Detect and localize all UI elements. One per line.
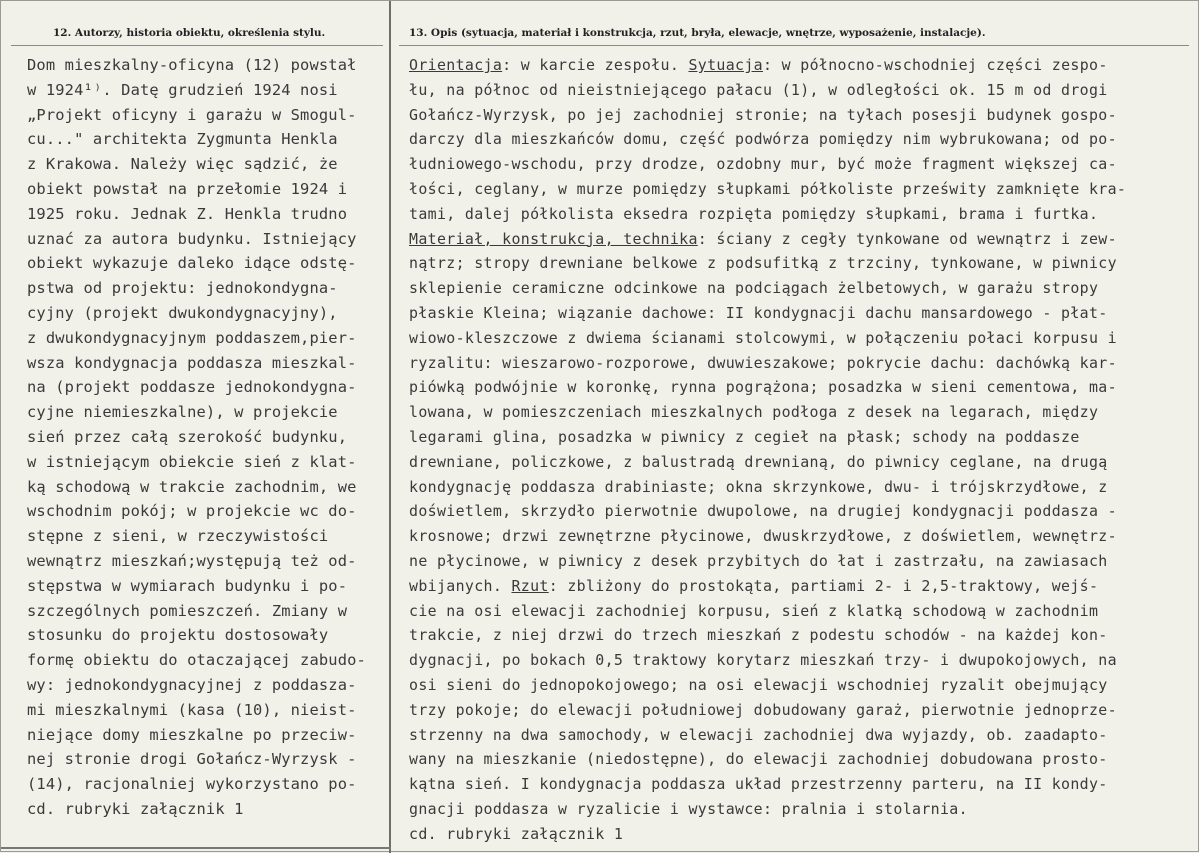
text-line: szczególnych pomieszczeń. Zmiany w	[27, 601, 348, 620]
text-segment: drewniane, policzkowe, z balustradą drewnianą, do piwnicy ceglane, na drugą	[409, 452, 1108, 471]
text-line	[409, 698, 1126, 723]
underlined-heading: Sytuacja	[688, 56, 763, 74]
text-segment: ne płycinowe, w piwnicy z desek przybitych do łat i zastrzału, na zawiasach	[409, 551, 1108, 570]
text-line	[409, 648, 1126, 673]
text-line	[409, 499, 1126, 524]
text-segment: wbijanych.	[409, 576, 512, 595]
text-line	[409, 623, 1126, 648]
text-line	[409, 425, 1126, 450]
text-segment: osi sieni do jednopokojowego; na osi elewacji wschodniej ryzalit obejmujący	[409, 675, 1108, 694]
text-line	[409, 301, 1126, 326]
text-line	[409, 400, 1126, 425]
text-line	[409, 53, 1126, 78]
text-segment: wany na mieszkanie (niedostępne), do elewacji zachodniej dobudowana prosto-	[409, 750, 1108, 769]
text-line: z dwukondygnacyjnym poddaszem,pier-	[27, 328, 357, 347]
text-line: stępstwa w wymiarach budynku i po-	[27, 576, 348, 595]
text-line: stępne z sieni, w rzeczywistości	[27, 527, 329, 546]
text-line: mi mieszkalnymi (kasa (10), nieist-	[27, 700, 357, 719]
text-line: cu..." architekta Zygmunta Henkla	[27, 130, 338, 149]
text-line	[409, 177, 1126, 202]
text-segment: dygnacji, po bokach 0,5 traktowy korytarz mieszkań trzy- i dwupokojowych, na	[409, 651, 1117, 670]
text-segment: legarami glina, posadzka w piwnicy z cegieł na płask; schody na poddasze	[409, 427, 1080, 446]
description-text	[409, 53, 1126, 847]
text-segment: Gołańcz-Wyrzysk, po jej zachodniej stronie; na tyłach posesji budynek gospo-	[409, 105, 1117, 124]
text-line	[409, 797, 1126, 822]
text-segment: trzy pokoje; do elewacji południowej dobudowany garaż, pierwotnie jednoprze-	[409, 700, 1117, 719]
text-segment: : w północno-wschodniej części zespo-	[763, 56, 1108, 74]
text-line	[409, 103, 1126, 128]
text-segment: : zbliżony do prostokąta, partiami 2- i 2,5-traktowy, wejś-	[548, 576, 1099, 595]
text-segment: trakcie, z niej drzwi do trzech mieszkań z podestu schodów - na każdej kon-	[409, 626, 1108, 645]
text-line	[409, 78, 1126, 103]
text-line: wschodnim pokój; w projekcie wc do-	[27, 502, 357, 521]
text-line: nej stronie drogi Gołańcz-Wyrzysk -	[27, 750, 357, 769]
text-segment: płaskie Kleina; wiązanie dachowe: II kondygnacji dachu mansardowego - płat-	[409, 303, 1108, 322]
text-line: pstwa od projektu: jednokondygna-	[27, 279, 338, 298]
text-line: Dom mieszkalny-oficyna (12) powstał	[27, 56, 357, 74]
text-segment: cie na osi elewacji zachodniej korpusu, sień z klatką schodową w zachodnim	[409, 601, 1099, 620]
text-line: sień przez całą szerokość budynku,	[27, 427, 348, 446]
authors-history-text	[27, 53, 366, 822]
text-segment: łu, na północ od nieistniejącego pałacu (1), w odległości ok. 15 m od drogi	[409, 80, 1108, 99]
text-line: w 1924¹⁾. Datę grudzień 1924 nosi	[27, 80, 338, 99]
text-line	[409, 127, 1126, 152]
text-line: w istniejącym obiekcie sień z klat-	[27, 452, 357, 471]
header-rule-left	[11, 45, 383, 46]
text-line	[409, 152, 1126, 177]
section-13-header: 13. Opis (sytuacja, materiał i konstrukcja, rzut, bryła, elewacje, wnętrze, wyposażenie, instalacje).	[409, 27, 986, 39]
text-line	[409, 673, 1126, 698]
underlined-heading: Orientacja	[409, 56, 503, 74]
text-segment: kątna sień. I kondygnacja poddasza układ przestrzenny parteru, na II kondy-	[409, 775, 1108, 794]
header-rule-right	[399, 45, 1189, 46]
text-segment: kondygnację poddasza drabiniaste; okna skrzynkowe, dwu- i trójskrzydłowe, z	[409, 477, 1108, 496]
text-line	[409, 202, 1126, 227]
text-segment: cd. rubryki załącznik 1	[409, 824, 624, 843]
text-segment: tami, dalej półkolista eksedra rozpięta pomiędzy słupkami, brama i furtka.	[409, 204, 1099, 223]
text-line	[409, 450, 1126, 475]
text-line: z Krakowa. Należy więc sądzić, że	[27, 155, 338, 174]
text-line: obiekt powstał na przełomie 1924 i	[27, 179, 348, 198]
text-line: uznać za autora budynku. Istniejący	[27, 229, 357, 248]
text-segment: lowana, w pomieszczeniach mieszkalnych podłoga z desek na legarach, między	[409, 403, 1099, 422]
text-segment: gnacji poddasza w ryzalicie i wystawce: pralnia i stolarnia.	[409, 799, 968, 818]
text-line: wsza kondygnacja poddasza mieszkal-	[27, 353, 357, 372]
text-line	[409, 351, 1126, 376]
text-line: cyjne niemieszkalne), w projekcie	[27, 403, 338, 422]
text-segment: wiowo-kleszczowe z dwiema ścianami stolcowymi, w połączeniu połaci korpusu i	[409, 328, 1117, 347]
text-line	[409, 574, 1126, 599]
text-segment: : w karcie zespołu.	[502, 56, 689, 74]
text-line: „Projekt oficyny i garażu w Smogul-	[27, 105, 357, 124]
text-line: wewnątrz mieszkań;występują też od-	[27, 551, 357, 570]
section-12-header: 12. Autorzy, historia obiektu, określenia stylu.	[53, 27, 326, 39]
text-line	[409, 326, 1126, 351]
bottom-rule	[1, 847, 391, 849]
text-segment: piówką podwójnie w koronkę, rynna pogrążona; posadzka w sieni cementowa, ma-	[409, 378, 1117, 397]
text-line	[409, 524, 1126, 549]
text-line: wy: jednokondygnacyjnej z poddasza-	[27, 675, 357, 694]
text-segment: nątrz; stropy drewniane belkowe z podsufitką z trzciny, tynkowane, w piwnicy	[409, 254, 1117, 273]
text-line: formę obiektu do otaczającej zabudo-	[27, 651, 366, 670]
text-segment: : ściany z cegły tynkowane od wewnątrz i zew-	[697, 229, 1117, 248]
text-segment: krosnowe; drzwi zewnętrzne płycinowe, dwuskrzydłowe, z doświetlem, wewnętrz-	[409, 527, 1117, 546]
text-line	[409, 227, 1126, 252]
text-line	[409, 375, 1126, 400]
text-line	[409, 723, 1126, 748]
text-line	[409, 475, 1126, 500]
text-line: (14), racjonalniej wykorzystano po-	[27, 775, 357, 794]
text-line	[409, 599, 1126, 624]
text-line: na (projekt poddasze jednokondygna-	[27, 378, 357, 397]
text-segment: ryzalitu: wieszarowo-rozporowe, dwuwieszakowe; pokrycie dachu: dachówką kar-	[409, 353, 1117, 372]
text-segment: strzenny na dwa samochody, w elewacji zachodniej dwa wyjazdy, ob. zaadapto-	[409, 725, 1108, 744]
text-segment: łudniowego-wschodu, przy drodze, ozdobny mur, być może fragment większej ca-	[409, 155, 1117, 174]
text-segment: sklepienie ceramiczne odcinkowe na podciągach żelbetowych, w garażu stropy	[409, 279, 1099, 298]
text-line: obiekt wykazuje daleko idące odstę-	[27, 254, 357, 273]
text-line: niejące domy mieszkalne po przeciw-	[27, 725, 357, 744]
text-line	[409, 822, 1126, 847]
underlined-heading: Materiał, konstrukcja, technika	[409, 229, 698, 248]
text-line	[409, 747, 1126, 772]
text-line: cyjny (projekt dwukondygnacyjny),	[27, 303, 338, 322]
text-line: cd. rubryki załącznik 1	[27, 799, 244, 818]
text-line	[409, 276, 1126, 301]
text-line	[409, 772, 1126, 797]
text-line: ką schodową w trakcie zachodnim, we	[27, 477, 357, 496]
text-segment: łości, ceglany, w murze pomiędzy słupkami półkoliste prześwity zamknięte kra-	[409, 179, 1127, 198]
text-segment: darczy dla mieszkańców domu, część podwórza pomiędzy nim wybrukowana; od po-	[409, 130, 1117, 149]
text-line: 1925 roku. Jednak Z. Henkla trudno	[27, 204, 348, 223]
text-line	[409, 549, 1126, 574]
text-line: stosunku do projektu dostosowały	[27, 626, 329, 645]
text-segment: doświetlem, skrzydło pierwotnie dwupolowe, na drugiej kondygnacji poddasza -	[409, 502, 1117, 521]
text-line	[409, 251, 1126, 276]
underlined-heading: Rzut	[511, 576, 549, 595]
